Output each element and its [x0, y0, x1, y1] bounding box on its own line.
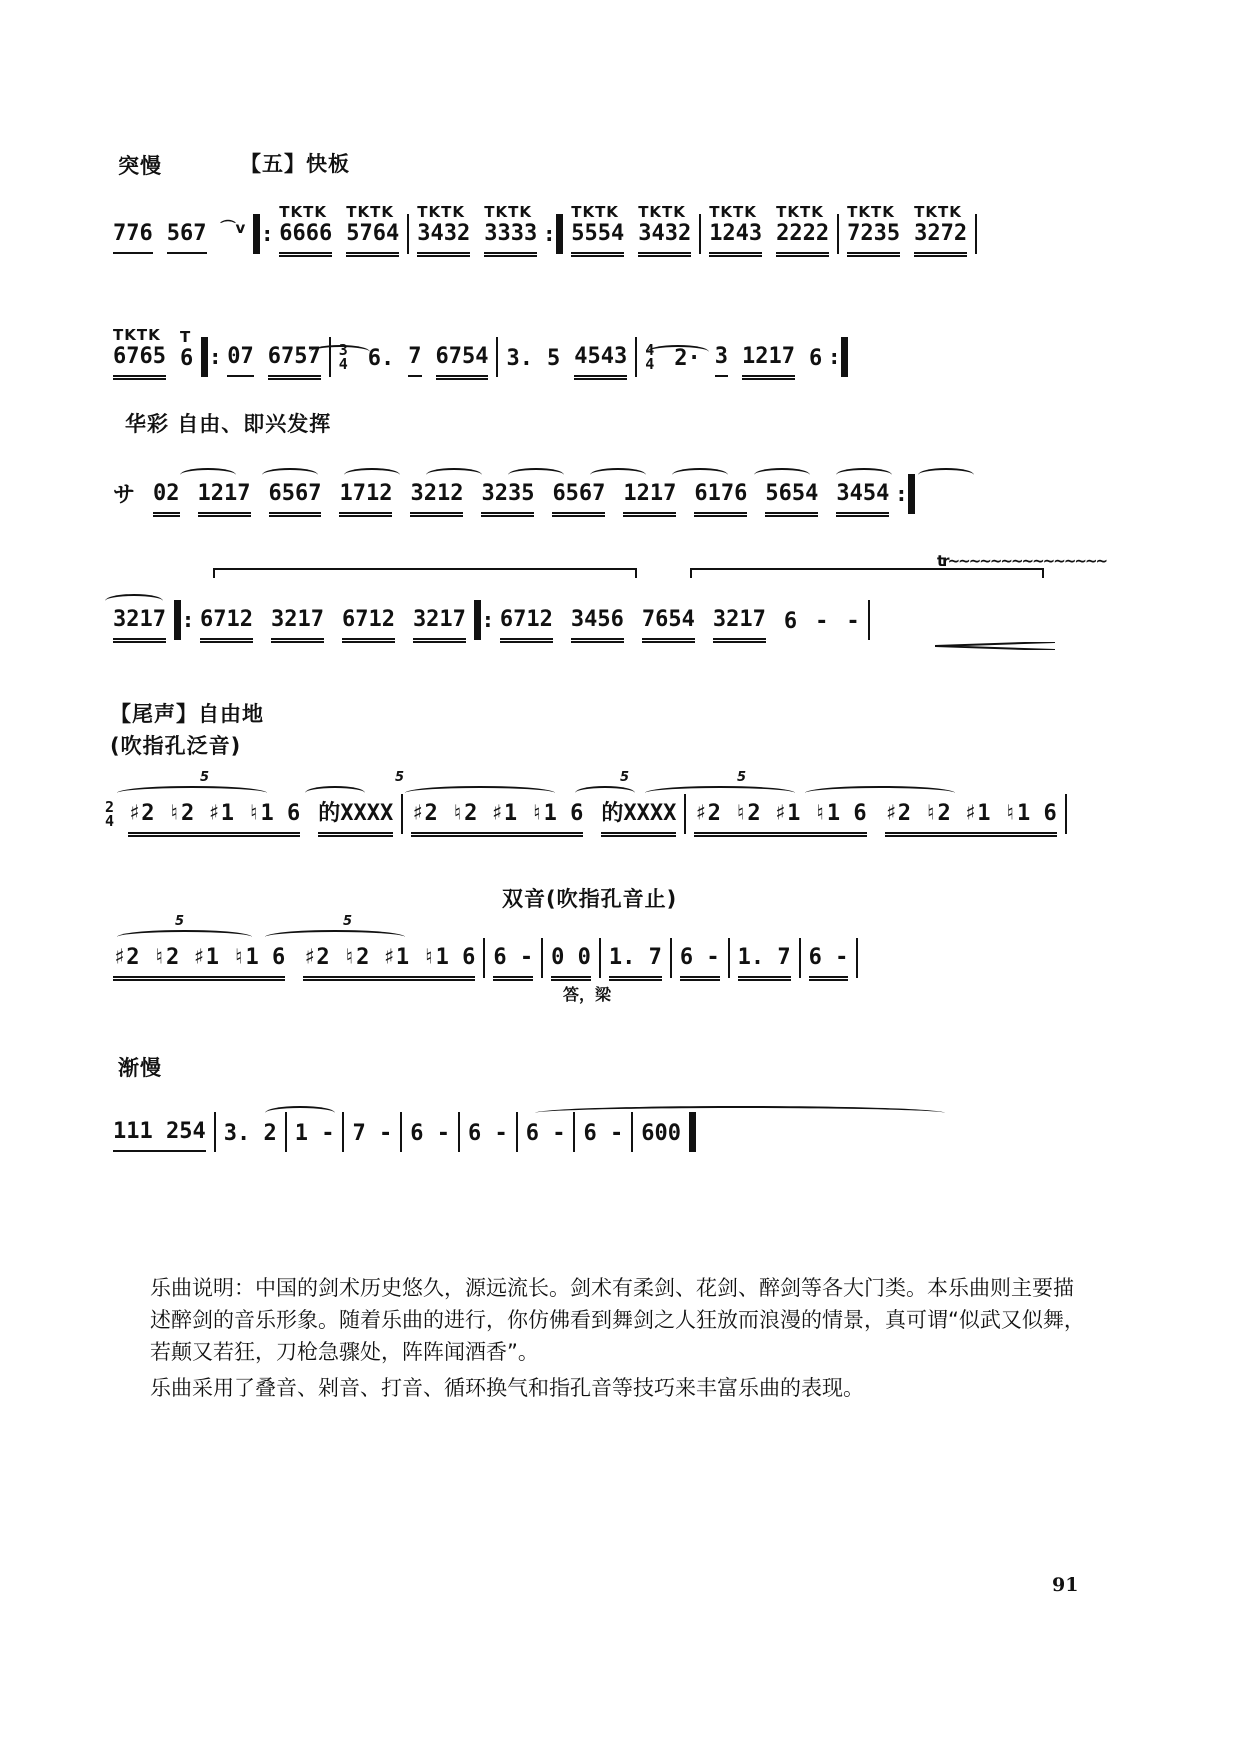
note-group: 6: [783, 609, 798, 634]
measure: [105, 326, 201, 377]
slur: [918, 468, 974, 482]
tonguing-mark: TKTK: [638, 203, 686, 221]
tonguing-mark: TKTK: [914, 203, 962, 221]
measure: [105, 1112, 214, 1152]
slur: [672, 468, 728, 482]
slur: [805, 786, 955, 800]
tuplet-number: 5: [343, 914, 353, 929]
note-group: 2·: [674, 346, 701, 371]
cadenza-label: 华彩 自由、即兴发挥: [125, 412, 332, 436]
tonguing-mark: TKTK: [346, 203, 394, 221]
slur: [310, 341, 370, 359]
measure: [686, 794, 1064, 834]
slur: [180, 468, 236, 482]
measure: [543, 938, 599, 978]
measure: [105, 938, 483, 978]
barline: [1065, 794, 1067, 834]
section-five-title: 【五】快板: [240, 152, 350, 176]
note-group: 6 -: [493, 946, 533, 978]
measure: [701, 203, 837, 254]
barline: [868, 600, 870, 640]
note-group: 的XXXX: [601, 802, 676, 834]
tonguing-mark: TKTK: [279, 203, 327, 221]
double-tone-label: 双音(吹指孔音止): [502, 887, 678, 911]
repeat-start: [201, 337, 219, 377]
note-group: 5654: [765, 482, 818, 514]
note-group: -: [846, 609, 860, 634]
note-group: 3432 TKTK: [417, 222, 470, 254]
slur: [305, 786, 365, 800]
note-group: 3.: [506, 346, 533, 371]
double-barline: [908, 474, 915, 514]
note-group: 3217: [113, 608, 166, 640]
repeat-start: [474, 600, 492, 640]
note-group: 567: [167, 222, 207, 254]
coda-note: (吹指孔泛音): [110, 734, 242, 758]
note-group: ♯2 ♮2 ♯1 ♮1 6: [694, 802, 866, 834]
tonguing-mark: TKTK: [113, 326, 161, 344]
tonguing-mark: TKTK: [847, 203, 895, 221]
measure: [192, 600, 474, 640]
trill-wave: tr~~~~~~~~~~~~~~~: [937, 552, 1107, 570]
note-group: 111 254: [113, 1120, 206, 1152]
note-group: 4543: [574, 345, 627, 377]
score-line-6: [105, 914, 1085, 1004]
repeat-dots: :: [211, 345, 220, 369]
measure: [801, 938, 857, 978]
slur: [426, 468, 482, 482]
note-group: 3217: [713, 608, 766, 640]
note-group: 3454: [836, 482, 889, 514]
note-group: 1. 7: [738, 946, 791, 978]
repeat-dots: :: [897, 482, 906, 506]
piece-description: [150, 1272, 1090, 1404]
note-group: 2222 TKTK: [776, 222, 829, 254]
note-group: 0 0: [551, 946, 591, 978]
measure: [601, 938, 670, 978]
note-group: 6.: [367, 346, 395, 371]
repeat-end: [545, 214, 563, 254]
measure: [498, 337, 635, 377]
tonguing-mark: TKTK: [571, 203, 619, 221]
double-barline: [474, 600, 481, 640]
note-group: 3456: [571, 608, 624, 640]
double-barline: [201, 337, 208, 377]
slur: [575, 786, 635, 800]
note-group: ♯2 ♮2 ♯1 ♮1 6: [303, 946, 475, 978]
repeat-dots: :: [183, 608, 192, 632]
diminuendo-hairpin: [935, 642, 1055, 650]
description-paragraph-2: 乐曲采用了叠音、剁音、打音、循环换气和指孔音等技巧来丰富乐曲的表现。: [150, 1376, 864, 1400]
measure: [409, 203, 545, 254]
note-group: 3: [715, 345, 728, 377]
repeat-start: [253, 214, 271, 254]
repeat-dots: :: [483, 608, 492, 632]
note-group: 1217: [198, 482, 251, 514]
double-barline: [253, 214, 260, 254]
note-group: 6712: [342, 608, 395, 640]
note-group: 1712: [339, 482, 392, 514]
repeat-bracket-1: [213, 568, 637, 578]
score-line-2: [105, 315, 1085, 385]
note-group: 7 -: [352, 1121, 393, 1146]
measure: [730, 938, 799, 978]
breath-mark: サ: [113, 483, 136, 508]
measure: [839, 203, 975, 254]
repeat-end: [897, 474, 915, 514]
note-group: 02: [153, 482, 180, 514]
note-group: 3333 TKTK: [484, 222, 537, 254]
slur: [836, 468, 892, 482]
description-paragraph-1: 乐曲说明：中国的剑术历史悠久，源远流长。剑术有柔剑、花剑、醉剑等各大门类。本乐曲则主要描述醉剑的音乐形象。随着乐曲的进行，你仿佛看到舞剑之人狂放而浪漫的情景，真可谓“似武又似舞，若颠又若狂，刀枪急骤处，阵阵闻酒香”。: [150, 1276, 1085, 1364]
under-text: 答，梁: [563, 985, 612, 1004]
slur: [405, 786, 555, 800]
note-group: 3432 TKTK: [638, 222, 691, 254]
repeat-end: [830, 337, 848, 377]
note-group: 的XXXX: [318, 802, 393, 834]
note-group: 776: [113, 222, 153, 254]
note-group: 6567: [269, 482, 322, 514]
slur: [508, 468, 564, 482]
slur: [262, 468, 318, 482]
tempo-sudden-slow: 突慢: [118, 154, 162, 178]
double-barline: [841, 337, 848, 377]
note-group: 6176: [694, 482, 747, 514]
note-group: 6666 TKTK: [279, 222, 332, 254]
slur: [590, 468, 646, 482]
time-signature-top: 2: [105, 798, 115, 816]
tempo-gradually-slow: 渐慢: [118, 1056, 162, 1080]
time-signature-bottom: 4: [338, 355, 348, 373]
measure: [492, 600, 868, 640]
note-group: ♯2 ♮2 ♯1 ♮1 6: [113, 946, 285, 978]
note-group: 1. 7: [609, 946, 662, 978]
tuplet-number: 5: [200, 770, 210, 785]
repeat-dots: :: [830, 345, 839, 369]
note-group: 7: [408, 345, 421, 377]
note-group: 5554 TKTK: [571, 222, 624, 254]
measure: [672, 938, 728, 978]
note-group: 3217: [413, 608, 466, 640]
note-group: ♯2 ♮2 ♯1 ♮1 6: [411, 802, 583, 834]
note-group: 6712: [200, 608, 253, 640]
measure: [105, 214, 253, 254]
measure: [460, 1112, 516, 1152]
measure: [485, 938, 541, 978]
note-group: 6757: [268, 345, 321, 377]
note-group: 7235 TKTK: [847, 222, 900, 254]
time-signature-top: 3: [338, 341, 348, 359]
coda-title: 【尾声】自由地: [110, 702, 264, 726]
note-group: -: [815, 609, 829, 634]
note-group: 5: [546, 346, 561, 371]
note-group: 6 -: [809, 946, 849, 978]
double-barline: [174, 600, 181, 640]
slur: [265, 930, 405, 944]
barline: [856, 938, 858, 978]
note-group: 6 -: [525, 1121, 566, 1146]
note-group: 1217: [623, 482, 676, 514]
note-group: 1217: [742, 345, 795, 377]
tonguing-mark: T: [179, 328, 192, 346]
note-group: 7654: [642, 608, 695, 640]
measure: [344, 1112, 400, 1152]
tuplet-number: 5: [620, 770, 630, 785]
tuplet-number: 5: [175, 914, 185, 929]
slur: [105, 594, 163, 608]
note-group: 3217: [271, 608, 324, 640]
time-signature: [105, 800, 114, 834]
tonguing-mark: TKTK: [709, 203, 757, 221]
breath-fermata-mark: ⌒v: [220, 219, 246, 237]
note-group: 6: [808, 346, 823, 371]
slur: [117, 786, 267, 800]
tonguing-mark: TKTK: [417, 203, 465, 221]
slur: [754, 468, 810, 482]
note-group: 3212: [410, 482, 463, 514]
slur: [645, 341, 709, 359]
slur: [645, 786, 795, 800]
note-group: ♯2 ♮2 ♯1 ♮1 6: [128, 802, 300, 834]
tonguing-mark: TKTK: [484, 203, 532, 221]
measure: [120, 794, 401, 834]
note-group: 6567: [552, 482, 605, 514]
note-group: 6 T: [180, 347, 193, 377]
time-signature-top: 4: [645, 341, 655, 359]
page-number: 91: [1052, 1574, 1079, 1596]
note-group: 1243 TKTK: [709, 222, 762, 254]
tonguing-mark: TKTK: [776, 203, 824, 221]
slur: [117, 930, 252, 944]
note-group: 6712: [500, 608, 553, 640]
note-group: ♯2 ♮2 ♯1 ♮1 6: [885, 802, 1057, 834]
repeat-dots: :: [263, 222, 272, 246]
note-group: 6 -: [583, 1121, 624, 1146]
slur: [265, 1106, 335, 1120]
note-group: 6754: [436, 345, 489, 377]
score-line-4: [105, 552, 1107, 648]
score-line-3: [105, 452, 1085, 522]
measure: [403, 794, 684, 834]
measure: [271, 203, 407, 254]
slur: [344, 468, 400, 482]
note-group: 6 -: [410, 1121, 450, 1146]
double-barline: [556, 214, 563, 254]
note-group: 6 -: [680, 946, 720, 978]
note-group: 3. 2: [223, 1121, 277, 1146]
note-group: 3235: [481, 482, 534, 514]
measure: [563, 203, 699, 254]
score-line-7: [105, 1090, 1085, 1160]
tuplet-number: 5: [737, 770, 747, 785]
note-group: 1 -: [294, 1121, 335, 1146]
note-group: 3272 TKTK: [914, 222, 967, 254]
slur: [535, 1106, 945, 1120]
repeat-dots: :: [545, 222, 554, 246]
score-line-5: [105, 772, 1085, 842]
tuplet-number: 5: [395, 770, 405, 785]
time-signature-bottom: 4: [105, 812, 115, 830]
score-line-1: [105, 192, 1085, 262]
time-signature-bottom: 4: [645, 355, 655, 373]
repeat-start: [174, 600, 192, 640]
note-group: 6 -: [467, 1121, 508, 1146]
note-group: 600: [641, 1121, 681, 1146]
note-group: 6765 TKTK: [113, 345, 166, 377]
measure: [402, 1112, 458, 1152]
note-group: 07: [227, 345, 254, 377]
note-group: 5764 TKTK: [346, 222, 399, 254]
barline: [975, 214, 977, 254]
